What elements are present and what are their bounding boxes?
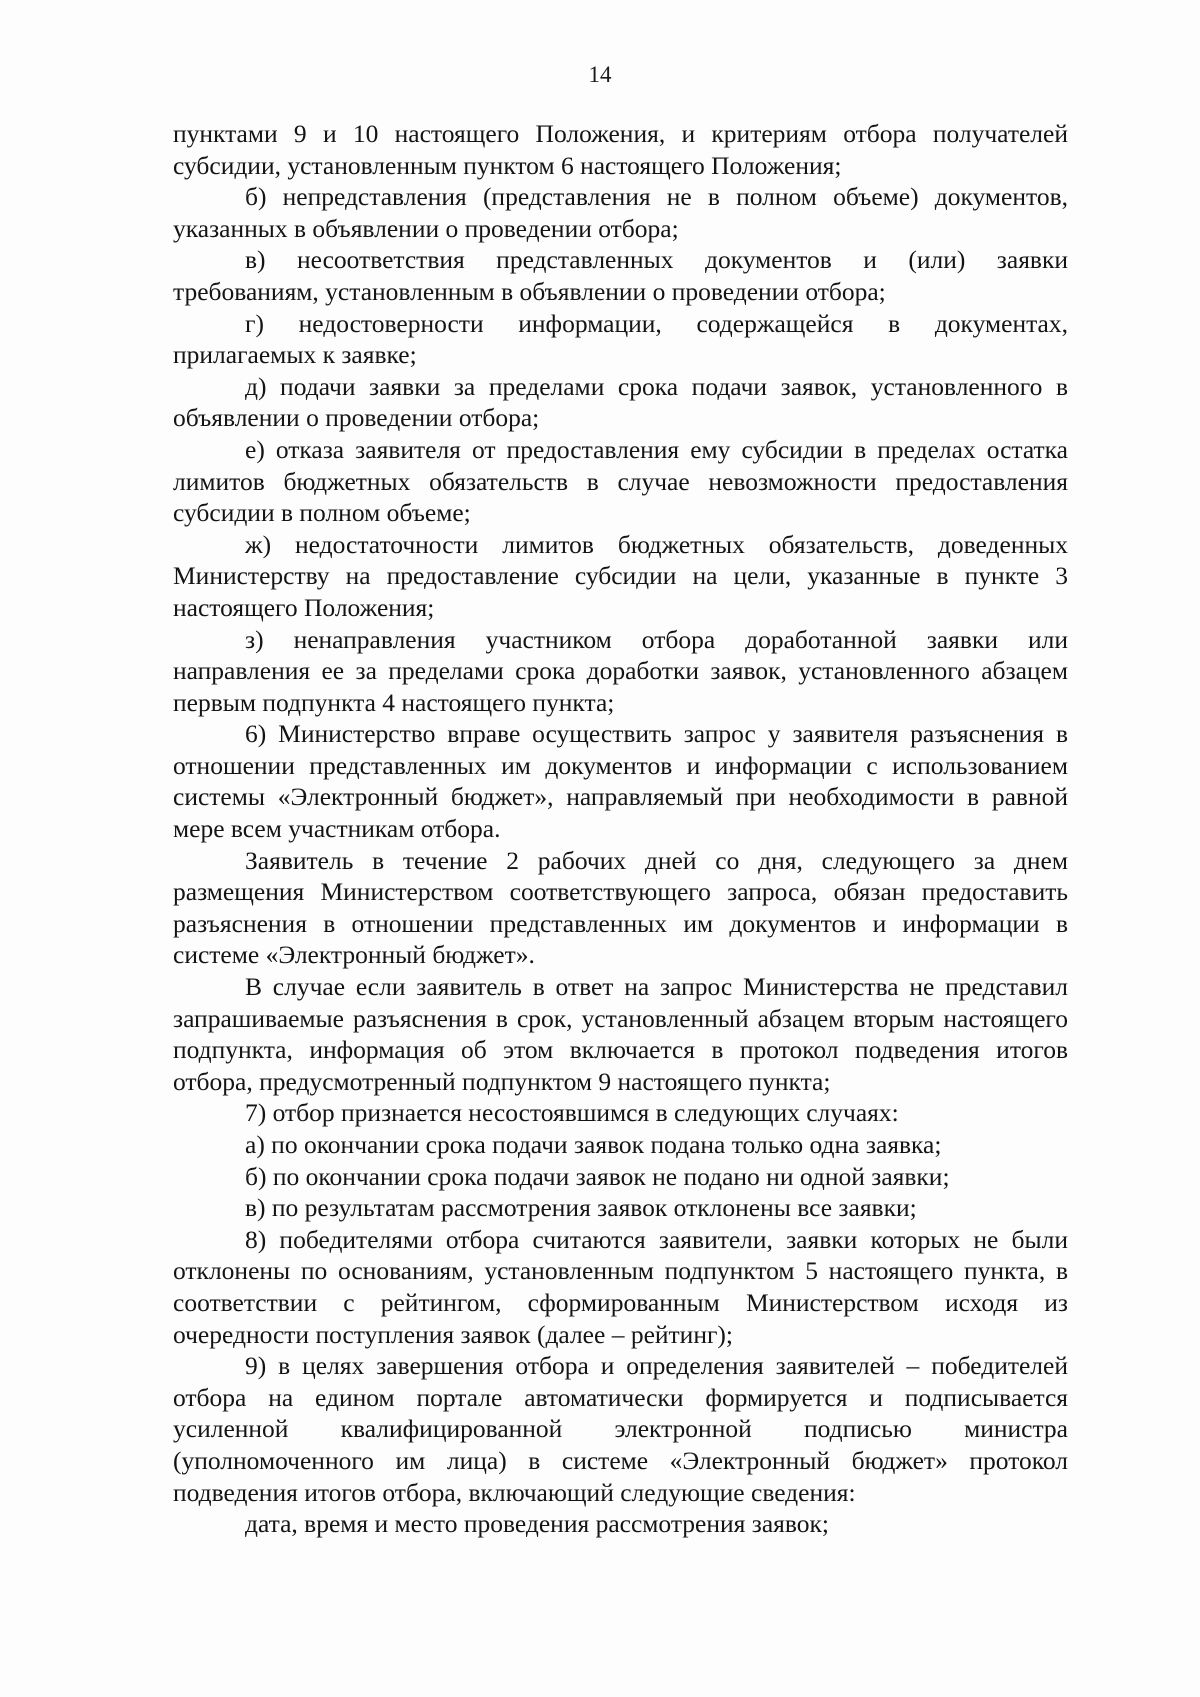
paragraph-subitem-7: 7) отбор признается несостоявшимся в следующих случаях: <box>245 1098 899 1128</box>
paragraph-item-g: г) недостоверности информации, содержащейся в документах, прилагаемых к заявке; <box>173 308 1068 370</box>
paragraph-subitem-7-v: в) по результатам рассмотрения заявок отклонены все заявки; <box>245 1193 917 1223</box>
paragraph-item-d: д) подачи заявки за пределами срока подачи заявок, установленного в объявлении о проведении отбора; <box>173 371 1068 433</box>
paragraph-applicant-clarification: Заявитель в течение 2 рабочих дней со дня, следующего за днем размещения Министерством соответствующего запроса, обязан предоставить разъяснения в отношении представленных им документов и информации в системе «Электронный бюджет». <box>173 845 1068 970</box>
paragraph-item-e: е) отказа заявителя от предоставления ему субсидии в пределах остатка лимитов бюджетных обязательств в случае невозможности предоставления субсидии в полном объеме; <box>173 434 1068 528</box>
paragraph-subitem-8: 8) победителями отбора считаются заявители, заявки которых не были отклонены по основаниям, установленным подпунктом 5 настоящего пункта, в соответствии с рейтингом, сформированным Министерством исходя из очередности поступления заявок (далее – рейтинг); <box>173 1224 1068 1349</box>
paragraph-subitem-7-a: а) по окончании срока подачи заявок подана только одна заявка; <box>245 1130 942 1159</box>
document-body <box>173 118 1068 1540</box>
paragraph-subitem-7-b: б) по окончании срока подачи заявок не подано ни одной заявки; <box>245 1161 950 1191</box>
paragraph-continuation: пунктами 9 и 10 настоящего Положения, и критериям отбора получателей субсидии, установленным пунктом 6 настоящего Положения; <box>173 119 1068 180</box>
paragraph-item-v: в) несоответствия представленных документов и (или) заявки требованиям, установленным в объявлении о проведении отбора; <box>173 245 1068 306</box>
paragraph-item-z: з) ненаправления участником отбора доработанной заявки или направления ее за пределами срока доработки заявок, установленного абзацем первым подпункта 4 настоящего пункта; <box>173 624 1068 717</box>
paragraph-no-clarification: В случае если заявитель в ответ на запрос Министерства не представил запрашиваемые разъяснения в срок, установленный абзацем вторым настоящего подпункта, информация об этом включается в протокол подведения итогов отбора, предусмотренный подпунктом 9 настоящего пункта; <box>173 972 1068 1096</box>
page-number: 14 <box>588 62 612 87</box>
paragraph-item-zh: ж) недостаточности лимитов бюджетных обязательств, доведенных Министерству на предоставление субсидии на цели, указанные в пункте 3 настоящего Положения; <box>173 529 1068 622</box>
paragraph-subitem-6: 6) Министерство вправе осуществить запрос у заявителя разъяснения в отношении представленных им документов и информации с использованием системы «Электронный бюджет», направляемый при необходимости в равной мере всем участникам отбора. <box>173 719 1068 844</box>
paragraph-subitem-9: 9) в целях завершения отбора и определения заявителей – победителей отбора на едином портале автоматически формируется и подписывается усиленной квалифицированной электронной подписью министра (уполномоченного им лица) в системе «Электронный бюджет» протокол подведения итогов отбора, включающий следующие сведения: <box>173 1351 1068 1507</box>
paragraph-review-date: дата, время и место проведения рассмотрения заявок; <box>245 1509 829 1539</box>
paragraph-item-b: б) непредставления (представления не в полном объеме) документов, указанных в объявлении о проведении отбора; <box>173 182 1068 243</box>
